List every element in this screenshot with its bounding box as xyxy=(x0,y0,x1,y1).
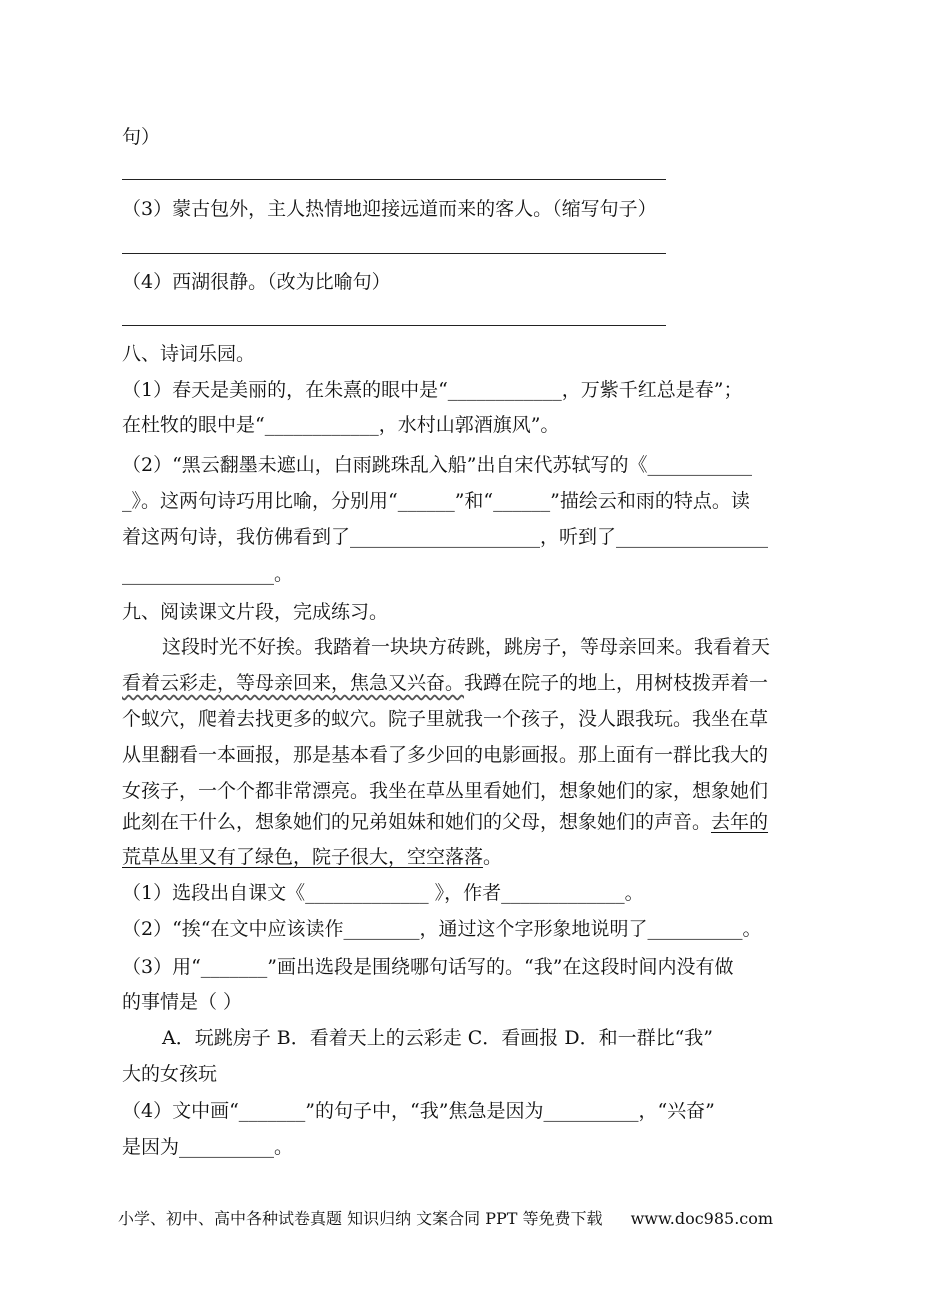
question-4-metaphor: （4）西湖很静。（改为比喻句） xyxy=(122,271,391,293)
passage-text: 。 xyxy=(483,846,503,868)
section-8-q2-line: 着这两句诗，我仿佛看到了____________________，听到了________________ xyxy=(122,526,769,548)
underlined-sentence: 去年的 xyxy=(711,811,769,833)
footer-text: 小学、初中、高中各种试卷真题 知识归纳 文案合同 PPT 等免费下载 xyxy=(118,1209,603,1228)
answer-line xyxy=(122,179,666,180)
section-9-q4-line: （4）文中画“_______”的句子中，“我”焦急是因为__________，“兴奋” xyxy=(122,1100,715,1122)
section-8-q1-line: 在杜牧的眼中是“____________，水村山郭酒旗风”。 xyxy=(122,414,560,436)
wavy-underlined-sentence: 看着云彩走，等母亲回来，焦急又兴奋。 xyxy=(122,672,465,694)
passage-line xyxy=(122,669,842,697)
passage-text: 此刻在干什么，想象她们的兄弟姐妹和她们的父母，想象她们的声音。 xyxy=(122,811,712,833)
section-8-q2-line: ________________。 xyxy=(122,563,294,585)
answer-line xyxy=(122,253,666,254)
footer-url: www.doc985.com xyxy=(630,1209,774,1228)
page-footer xyxy=(118,1207,838,1231)
passage-line: 这段时光不好挨。我踏着一块块方砖跳，跳房子，等母亲回来。我看着天 xyxy=(162,636,771,658)
passage-line xyxy=(122,808,842,836)
choice-options: 大的女孩玩 xyxy=(122,1063,218,1085)
question-3-rewrite: （3）蒙古包外，主人热情地迎接远道而来的客人。（缩写句子） xyxy=(122,198,657,220)
section-9-q3-line: （3）用“_______”画出选段是围绕哪句话写的。“我”在这段时间内没有做 xyxy=(122,956,734,978)
section-9-q2: （2）“挨“在文中应该读作________，通过这个字形象地说明了__________。 xyxy=(122,918,762,940)
passage-line: 从里翻看一本画报，那是基本看了多少回的电影画报。那上面有一群比我大的 xyxy=(122,744,769,766)
section-8-title: 八、诗词乐园。 xyxy=(122,343,256,365)
passage-line: 个蚁穴，爬着去找更多的蚁穴。院子里就我一个孩子，没人跟我玩。我坐在草 xyxy=(122,708,769,730)
section-9-q4-line: 是因为__________。 xyxy=(122,1136,294,1158)
underlined-sentence: 荒草丛里又有了绿色，院子很大，空空落落 xyxy=(122,846,484,868)
section-9-q3-line: 的事情是（ ） xyxy=(122,991,243,1013)
passage-text: 我蹲在院子的地上，用树枝拨弄着一 xyxy=(464,672,769,694)
section-9-q1: （1）选段出自课文《_____________ 》，作者_____________。 xyxy=(122,882,644,904)
section-8-q1-line: （1）春天是美丽的，在朱熹的眼中是“____________，万紫千红总是春”； xyxy=(122,379,743,401)
sentence-tail: 句） xyxy=(122,126,161,148)
section-9-title: 九、阅读课文片段，完成练习。 xyxy=(122,601,389,623)
passage-line xyxy=(122,843,842,871)
passage-line: 女孩子，一个个都非常漂亮。我坐在草丛里看她们，想象她们的家，想象她们 xyxy=(122,780,769,802)
section-8-q2-line: （2）“黑云翻墨未遮山，白雨跳珠乱入船”出自宋代苏轼写的《___________ xyxy=(122,454,753,476)
answer-line xyxy=(122,325,666,326)
choice-options: A．玩跳房子 B．看着天上的云彩走 C．看画报 D．和一群比“我” xyxy=(162,1027,714,1049)
section-8-q2-line: _》。这两句诗巧用比喻，分别用“______”和“______”描绘云和雨的特点。读 xyxy=(122,490,750,512)
